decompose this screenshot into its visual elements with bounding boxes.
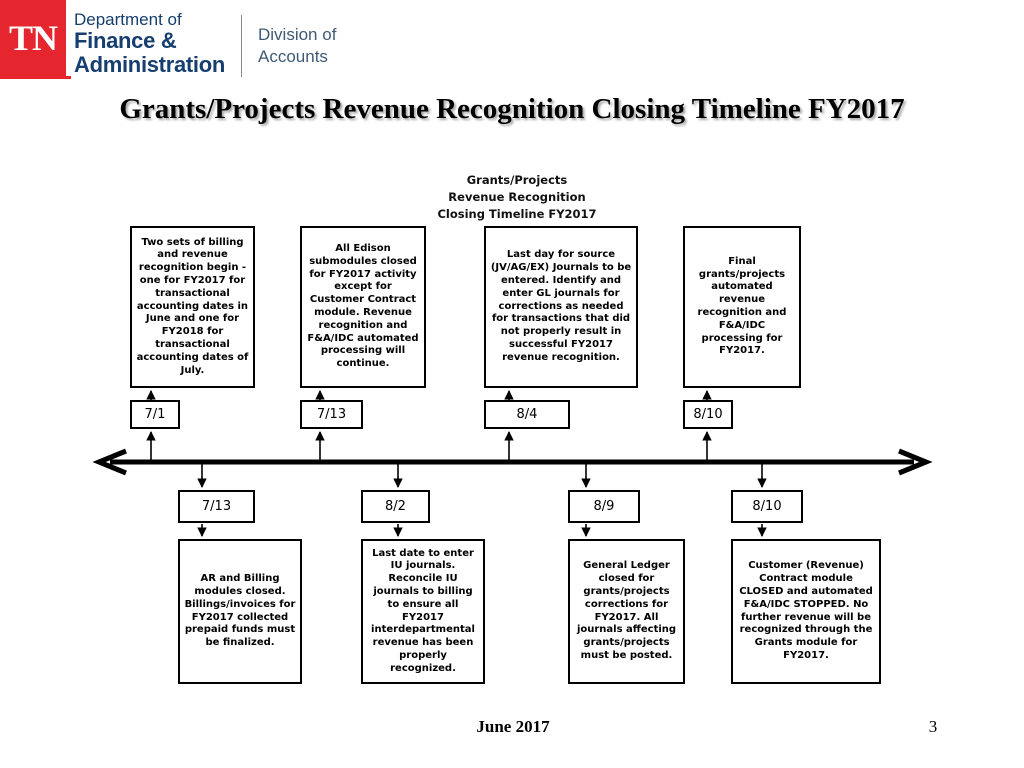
logo-line-3: Administration (74, 52, 226, 77)
diagram-heading-line-1: Grants/Projects (466, 173, 568, 187)
page-title: Grants/Projects Revenue Recognition Closing Timeline FY2017 (119, 93, 905, 125)
event-description-top-2: All Edison submodules closed for FY2017 activity except for Customer Contract module. Revenue recognition and F&A/IDC automated processing will continue. (300, 226, 426, 388)
event-date-bottom-4: 8/10 (731, 490, 803, 523)
event-description-bottom-2: Last date to enter IU journals. Reconcile IU journals to billing to ensure all FY2017 interdepartmental revenue has been properly recognized. (361, 539, 485, 684)
event-description-top-3: Last day for source (JV/AG/EX) Journals to be entered. Identify and enter GL journals for corrections as needed for transactions that did not properly result in successful FY2017 revenue recognition. (484, 226, 638, 388)
event-date-top-2: 7/13 (300, 400, 363, 429)
event-date-top-3: 8/4 (484, 400, 570, 429)
diagram-heading-line-2: Revenue Recognition (448, 190, 586, 204)
page-number: 3 (928, 717, 938, 736)
division-line-2: Accounts (258, 47, 328, 66)
event-date-bottom-3: 8/9 (568, 490, 640, 523)
event-date-top-1: 7/1 (130, 400, 180, 429)
event-description-bottom-3: General Ledger closed for grants/projects corrections for FY2017. All journals affecting grants/projects must be posted. (568, 539, 685, 684)
event-date-bottom-1: 7/13 (178, 490, 255, 523)
logo-line-1: Department of (74, 10, 182, 29)
footer-date: June 2017 (476, 717, 550, 736)
event-description-top-1: Two sets of billing and revenue recognition begin - one for FY2017 for transactional accounting dates in June and one for FY2018 for transactional accounting dates of July. (130, 226, 255, 388)
event-description-bottom-1: AR and Billing modules closed. Billings/invoices for FY2017 collected prepaid funds must be finalized. (178, 539, 302, 684)
event-date-bottom-2: 8/2 (361, 490, 430, 523)
tn-logo: TN (0, 0, 66, 76)
event-description-bottom-4: Customer (Revenue) Contract module CLOSED and automated F&A/IDC STOPPED. No further revenue will be recognized through the Grants module for FY2017. (731, 539, 881, 684)
event-description-top-4: Final grants/projects automated revenue recognition and F&A/IDC processing for FY2017. (683, 226, 801, 388)
diagram-heading-line-3: Closing Timeline FY2017 (437, 207, 597, 221)
division-line-1: Division of (258, 25, 337, 44)
logo-line-2: Finance & (74, 28, 177, 53)
event-date-top-4: 8/10 (683, 400, 733, 429)
